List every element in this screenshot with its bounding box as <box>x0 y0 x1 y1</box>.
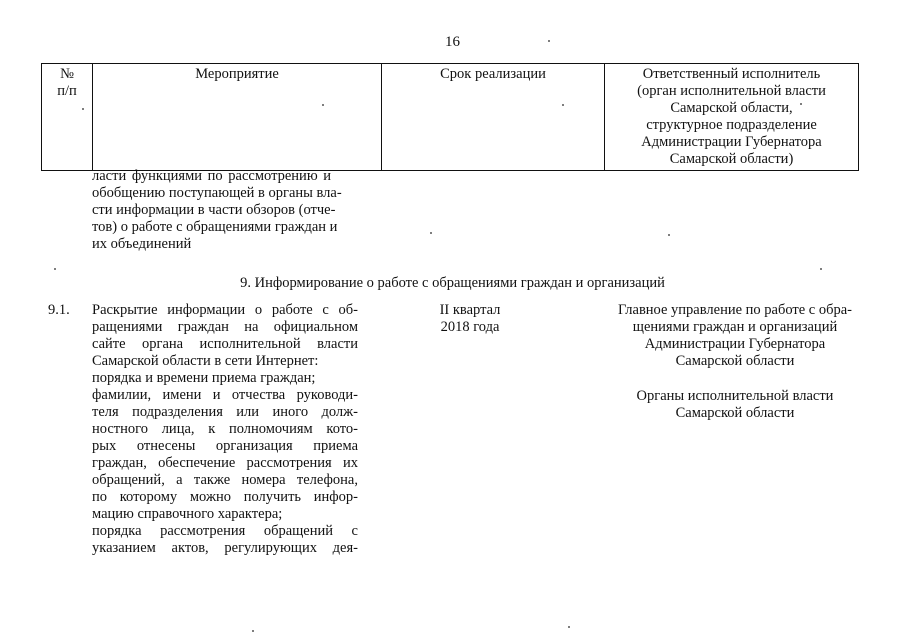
text-line: ласти функциями по рассмотрению и <box>92 168 332 184</box>
text-line: II квартал <box>439 302 501 318</box>
text-line: теля подразделения или иного долж- <box>92 404 358 420</box>
header-col-responsible <box>605 64 859 171</box>
page-number: 16 <box>445 34 460 50</box>
text-line: по которому можно получить инфор- <box>92 489 358 505</box>
scan-speck <box>562 104 564 106</box>
text-line: обращений, а также номера телефона, <box>92 472 358 488</box>
text-line: обобщению поступающей в органы вла- <box>92 185 342 201</box>
header-col-event: Мероприятие <box>93 64 382 171</box>
text-line: указанием актов, регулирующих дея- <box>92 540 358 556</box>
item-responsible-secondary <box>590 388 880 422</box>
scan-speck <box>252 630 254 632</box>
text-line: ностного лица, к полномочиям кото- <box>92 421 358 437</box>
text-line: Органы исполнительной власти <box>636 388 834 404</box>
scan-speck <box>800 103 802 105</box>
text-line: рых отнесены организация приема <box>92 438 358 454</box>
section-title: 9. Информирование о работе с обращениями граждан и организаций <box>240 275 665 291</box>
header-resp-line: Самарской области, <box>670 100 793 116</box>
header-num-line: № <box>60 66 74 82</box>
scan-speck <box>430 232 432 234</box>
header-col-term: Срок реализации <box>382 64 605 171</box>
scan-speck <box>322 104 324 106</box>
text-line: сайте органа исполнительной власти <box>92 336 358 352</box>
item-number: 9.1. <box>48 302 70 318</box>
header-num-line: п/п <box>57 83 77 99</box>
scan-speck <box>820 268 822 270</box>
header-resp-line: структурное подразделение <box>646 117 817 133</box>
scan-speck <box>668 234 670 236</box>
text-line: фамилии, имени и отчества руководи- <box>92 387 358 403</box>
scan-speck <box>548 40 550 42</box>
text-line: Главное управление по работе с обра- <box>617 302 853 318</box>
text-line: 2018 года <box>440 319 500 335</box>
scan-speck <box>54 268 56 270</box>
text-line: Администрации Губернатора <box>644 336 826 352</box>
item-responsible-primary <box>590 302 880 370</box>
text-line: ращениями граждан на официальном <box>92 319 358 335</box>
text-line: порядка и времени приема граждан; <box>92 370 316 386</box>
header-resp-line: Ответственный исполнитель <box>642 66 821 82</box>
text-line: сти информации в части обзоров (отче- <box>92 202 336 218</box>
header-col-number <box>42 64 93 171</box>
table-header <box>41 63 859 171</box>
text-line: щениями граждан и организаций <box>632 319 838 335</box>
text-line: их объединений <box>92 236 192 252</box>
scan-speck <box>82 108 84 110</box>
text-line: граждан, обеспечение рассмотрения их <box>92 455 358 471</box>
text-line: Раскрытие информации о работе с об- <box>92 302 358 318</box>
header-resp-line: (орган исполнительной власти <box>637 83 826 99</box>
header-resp-line: Администрации Губернатора <box>641 134 822 150</box>
text-line: Самарской области <box>675 405 795 421</box>
scan-speck <box>568 626 570 628</box>
item-measure <box>92 302 358 557</box>
header-resp-line: Самарской области) <box>669 151 794 167</box>
item-term <box>410 302 530 336</box>
text-line: порядка рассмотрения обращений с <box>92 523 358 539</box>
text-line: мацию справочного характера; <box>92 506 283 522</box>
text-line: Самарской области в сети Интернет: <box>92 353 319 369</box>
text-line: тов) о работе с обращениями граждан и <box>92 219 338 235</box>
continuation-text <box>92 168 362 253</box>
text-line: Самарской области <box>675 353 795 369</box>
